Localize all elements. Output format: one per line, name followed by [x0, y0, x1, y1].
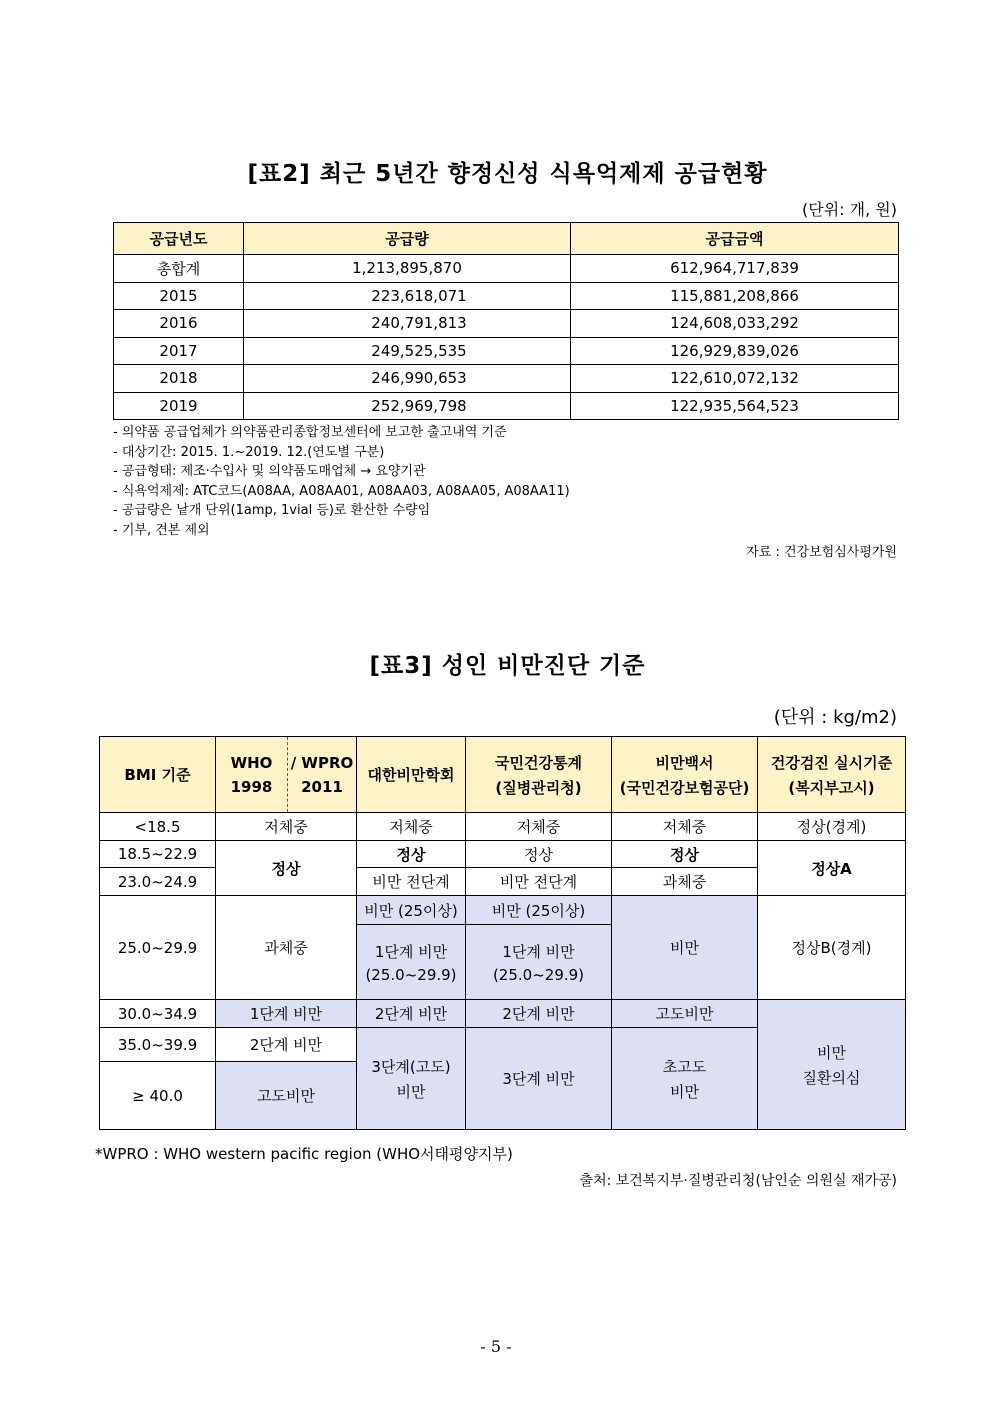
table2-title: [표2] 최근 5년간 향정신성 식욕억제제 공급현황: [247, 161, 768, 187]
cell-whitepaper: 과체중: [612, 868, 758, 896]
cell-year: 총합계: [114, 255, 244, 283]
cell-year: 2019: [114, 392, 244, 420]
obesity-criteria-table: [99, 736, 906, 1130]
cell-knhs: 2단계 비만: [466, 1000, 612, 1028]
cell-quantity: 223,618,071: [244, 282, 571, 310]
cell-knhs: [466, 925, 612, 1000]
cell-who: 저체중: [216, 813, 357, 841]
cell-bmi: 30.0~34.9: [100, 1000, 216, 1028]
cell-kso: 비만 (25이상): [357, 896, 466, 925]
table3-source: 출처: 보건복지부·질병관리청(남인순 의원실 재가공): [579, 1173, 897, 1189]
table-row: [100, 1000, 906, 1028]
cell-year: 2018: [114, 365, 244, 393]
header-whitepaper-org: (국민건강보험공단): [619, 778, 750, 797]
cell-amount: 115,881,208,866: [571, 282, 899, 310]
table-row: [100, 841, 906, 868]
cell-kso-line2: (25.0~29.9): [365, 965, 457, 984]
cell-quantity: 246,990,653: [244, 365, 571, 393]
table-row: [114, 255, 899, 283]
cell-amount: 126,929,839,026: [571, 337, 899, 365]
cell-kso: [357, 1028, 466, 1130]
header-bmi: BMI 기준: [100, 737, 216, 813]
cell-kso-line1: 3단계(고도): [371, 1057, 451, 1076]
cell-knhs-line1: 1단계 비만: [502, 942, 575, 961]
cell-checkup-line2: 질환의심: [802, 1068, 861, 1087]
cell-who: 고도비만: [216, 1062, 357, 1130]
cell-bmi: 25.0~29.9: [100, 896, 216, 1000]
cell-bmi: 35.0~39.9: [100, 1028, 216, 1062]
supply-table: [113, 222, 899, 420]
cell-kso: 저체중: [357, 813, 466, 841]
header-amount: 공급금액: [571, 223, 899, 255]
cell-knhs: 비만 (25이상): [466, 896, 612, 925]
header-whitepaper-name: 비만백서: [655, 753, 714, 772]
header-kso: 대한비만학회: [357, 737, 466, 813]
cell-checkup: 정상A: [758, 841, 906, 896]
cell-checkup: 정상B(경계): [758, 896, 906, 1000]
cell-whitepaper-line2: 비만: [670, 1082, 699, 1101]
page-number: - 5 -: [480, 1337, 512, 1356]
table3-unit: (단위 : kg/m2): [773, 707, 897, 728]
header-checkup-name: 건강검진 실시기준: [770, 753, 893, 772]
cell-knhs: 저체중: [466, 813, 612, 841]
cell-amount: 612,964,717,839: [571, 255, 899, 283]
table-row: [114, 310, 899, 338]
table-row: [114, 282, 899, 310]
cell-amount: 122,610,072,132: [571, 365, 899, 393]
cell-checkup: 정상(경계): [758, 813, 906, 841]
header-who-year: 1998: [230, 777, 273, 796]
note-item: - 의약품 공급업체가 의약품관리종합정보센터에 보고한 출고내역 기준: [113, 425, 507, 440]
cell-knhs-line2: (25.0~29.9): [492, 965, 585, 984]
cell-quantity: 240,791,813: [244, 310, 571, 338]
cell-kso: 2단계 비만: [357, 1000, 466, 1028]
cell-whitepaper: [612, 1028, 758, 1130]
cell-checkup: [758, 1000, 906, 1130]
header-who: [216, 737, 288, 813]
header-wpro-year: 2011: [301, 777, 343, 796]
header-whitepaper: [612, 737, 758, 813]
table-row: [114, 337, 899, 365]
header-knhs: [466, 737, 612, 813]
cell-quantity: 252,969,798: [244, 392, 571, 420]
header-who-name: WHO: [230, 753, 273, 772]
cell-bmi: <18.5: [100, 813, 216, 841]
criteria-header-row: [100, 737, 906, 813]
table2-notes: [113, 423, 570, 541]
cell-amount: 122,935,564,523: [571, 392, 899, 420]
cell-whitepaper: 고도비만: [612, 1000, 758, 1028]
table2-source: 자료 : 건강보험심사평가원: [746, 545, 897, 560]
note-item: - 기부, 견본 제외: [113, 522, 210, 538]
cell-who: 2단계 비만: [216, 1028, 357, 1062]
cell-whitepaper: 정상: [612, 841, 758, 868]
cell-kso-line1: 1단계 비만: [374, 942, 448, 961]
table-row: [100, 896, 906, 925]
cell-kso: [357, 925, 466, 1000]
header-knhs-name: 국민건강통계: [495, 753, 582, 772]
header-checkup-org: (복지부고시): [788, 778, 875, 797]
note-item: - 공급형태: 제조·수입사 및 의약품도매업체 → 요양기관: [113, 464, 426, 480]
header-wpro: [288, 737, 357, 813]
cell-whitepaper: 비만: [612, 896, 758, 1000]
note-item: - 공급량은 낱개 단위(1amp, 1vial 등)로 환산한 수량임: [113, 503, 431, 519]
table-row: [100, 813, 906, 841]
header-wpro-name: / WPRO: [290, 753, 354, 772]
cell-year: 2015: [114, 282, 244, 310]
cell-whitepaper: 저체중: [612, 813, 758, 841]
cell-knhs: 비만 전단계: [466, 868, 612, 896]
header-knhs-org: (질병관리청): [495, 778, 582, 797]
cell-quantity: 249,525,535: [244, 337, 571, 365]
cell-who: 정상: [216, 841, 357, 896]
supply-table-header-row: [114, 223, 899, 255]
cell-bmi: ≥ 40.0: [100, 1062, 216, 1130]
cell-kso-line2: 비만: [396, 1082, 426, 1101]
cell-who: 과체중: [216, 896, 357, 1000]
table3-title: [표3] 성인 비만진단 기준: [369, 653, 646, 679]
table-row: [114, 392, 899, 420]
cell-knhs: 3단계 비만: [466, 1028, 612, 1130]
wpro-footnote: *WPRO : WHO western pacific region (WHO서태평양지부): [95, 1145, 513, 1163]
cell-kso: 비만 전단계: [357, 868, 466, 896]
cell-kso: 정상: [357, 841, 466, 868]
cell-bmi: 23.0~24.9: [100, 868, 216, 896]
cell-checkup-line1: 비만: [817, 1043, 846, 1062]
cell-quantity: 1,213,895,870: [244, 255, 571, 283]
note-item: - 대상기간: 2015. 1.~2019. 12.(연도별 구분): [113, 444, 385, 460]
table2-unit: (단위: 개, 원): [802, 200, 897, 219]
cell-whitepaper-line1: 초고도: [662, 1057, 707, 1076]
header-year: 공급년도: [114, 223, 244, 255]
cell-amount: 124,608,033,292: [571, 310, 899, 338]
cell-who: 1단계 비만: [216, 1000, 357, 1028]
table-row: [114, 365, 899, 393]
note-item: - 식욕억제제: ATC코드(A08AA, A08AA01, A08AA03, A08AA05, A08AA11): [113, 483, 570, 499]
header-checkup: [758, 737, 906, 813]
header-quantity: 공급량: [244, 223, 571, 255]
cell-knhs: 정상: [466, 841, 612, 868]
cell-year: 2016: [114, 310, 244, 338]
cell-year: 2017: [114, 337, 244, 365]
cell-bmi: 18.5~22.9: [100, 841, 216, 868]
